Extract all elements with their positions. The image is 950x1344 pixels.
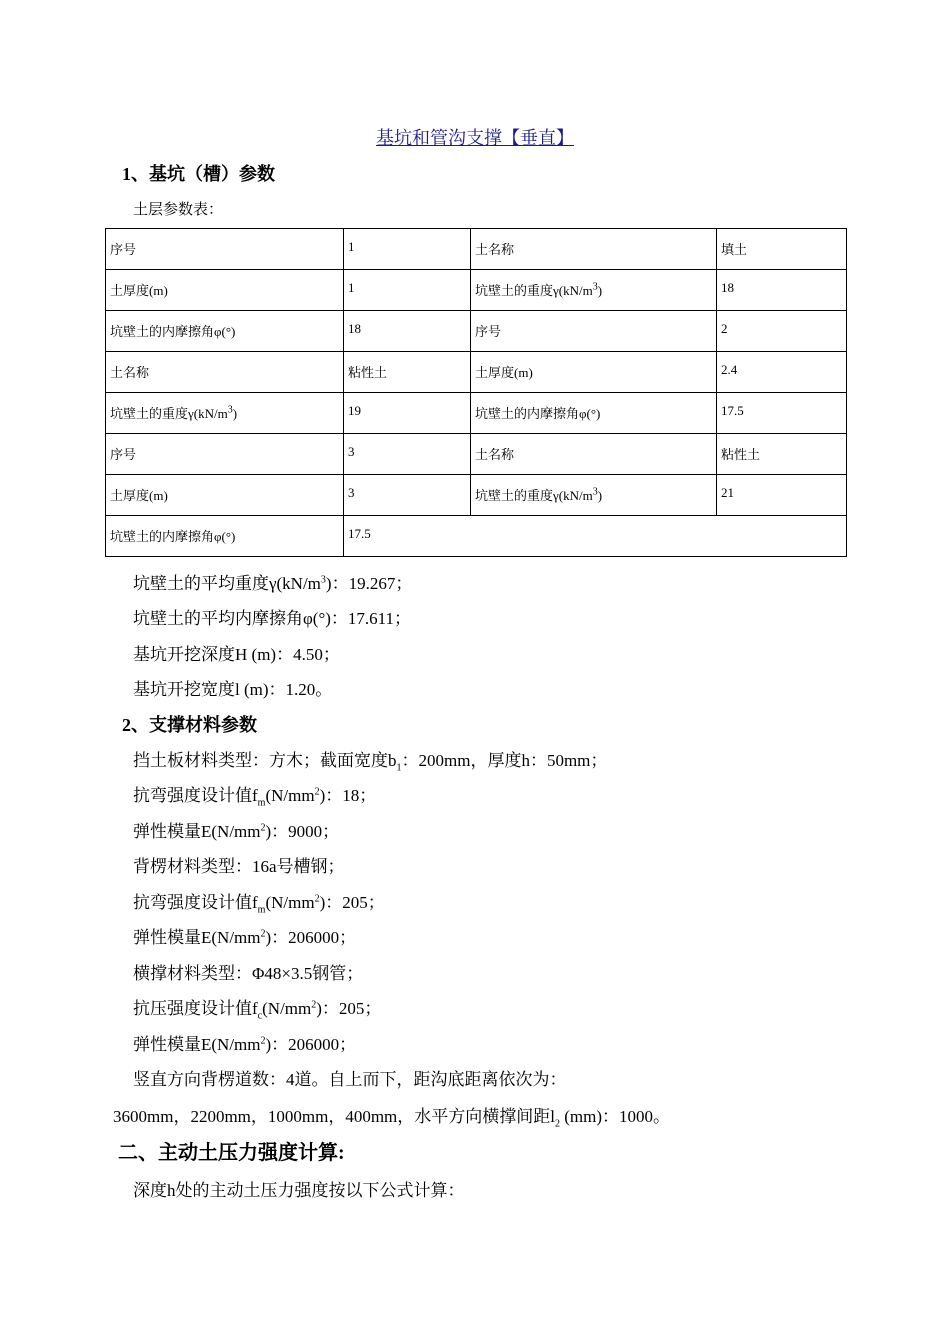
table-cell: 坑壁土的重度$\gamma(kN/m^3)$	[471, 475, 717, 516]
table-cell: 1	[344, 229, 471, 270]
table-cell: 19	[344, 393, 471, 434]
table-cell: 17.5	[344, 516, 847, 557]
waler-elastic-modulus: 弹性模量$E(N/mm^2)$：206000；	[133, 928, 357, 947]
table-cell: 土名称	[106, 352, 344, 393]
table-cell: 2	[717, 311, 847, 352]
section-2-heading: 2、支撑材料参数	[122, 715, 257, 735]
table-cell: 坑壁土的重度$\gamma(kN/m^3)$	[106, 393, 344, 434]
table-cell: 3	[344, 434, 471, 475]
excavation-depth: 基坑开挖深度H (m)：4.50；	[133, 645, 340, 664]
table-cell: 21	[717, 475, 847, 516]
table-row	[106, 229, 847, 270]
table-cell: 土厚度(m)	[106, 475, 344, 516]
page-title: 基坑和管沟支撑【垂直】	[376, 128, 574, 148]
excavation-width: 基坑开挖宽度l (m)：1.20。	[133, 680, 333, 699]
table-cell: 坑壁土的重度$\gamma(kN/m^3)$	[471, 270, 717, 311]
board-bending-strength: 抗弯强度设计值$f_m(N/mm^2)$：18；	[133, 786, 377, 809]
section-1-heading: 1、基坑（槽）参数	[122, 164, 275, 184]
board-material: 挡土板材料类型：方木；截面宽度$b_1$：200mm，厚度h：50mm；	[133, 751, 608, 774]
board-elastic-modulus: 弹性模量$E(N/mm^2)$：9000；	[133, 822, 340, 841]
table-row	[106, 352, 847, 393]
waler-rows: 竖直方向背楞道数：4道。自上而下，距沟底距离依次为：	[133, 1070, 567, 1089]
table-cell: 填土	[717, 229, 847, 270]
table-cell: 2.4	[717, 352, 847, 393]
soil-parameter-table	[105, 228, 847, 557]
section-3-heading: 二、主动土压力强度计算:	[118, 1142, 345, 1164]
table-row	[106, 393, 847, 434]
table-cell: 粘性土	[717, 434, 847, 475]
strut-elastic-modulus: 弹性模量$E(N/mm^2)$：206000；	[133, 1035, 357, 1054]
waler-bending-strength: 抗弯强度设计值$f_m(N/mm^2)$：205；	[133, 893, 385, 916]
table-cell: 坑壁土的内摩擦角φ(°)	[106, 311, 344, 352]
waler-material: 背楞材料类型：16a号槽钢；	[133, 857, 345, 876]
table-cell: 粘性土	[344, 352, 471, 393]
strut-material: 横撑材料类型：Φ48×3.5钢管；	[133, 964, 364, 983]
table-cell: 18	[344, 311, 471, 352]
table-row	[106, 434, 847, 475]
table-cell: 1	[344, 270, 471, 311]
table-row	[106, 475, 847, 516]
table-cell: 3	[344, 475, 471, 516]
formula-intro: 深度h处的主动土压力强度按以下公式计算：	[133, 1181, 465, 1200]
table-row	[106, 270, 847, 311]
table-cell: 序号	[471, 311, 717, 352]
table-cell: 土名称	[471, 229, 717, 270]
table-cell: 17.5	[717, 393, 847, 434]
strut-compressive-strength: 抗压强度设计值$f_c(N/mm^2)$：205；	[133, 999, 382, 1022]
table-caption: 土层参数表：	[133, 202, 224, 218]
avg-unit-weight: 坑壁土的平均重度$\gamma(kN/m^3)$：19.267；	[133, 574, 413, 593]
table-cell: 坑壁土的内摩擦角φ(°)	[106, 516, 344, 557]
table-cell: 土名称	[471, 434, 717, 475]
table-cell: 18	[717, 270, 847, 311]
table-row	[106, 311, 847, 352]
table-cell: 坑壁土的内摩擦角φ(°)	[471, 393, 717, 434]
table-cell: 土厚度(m)	[471, 352, 717, 393]
avg-friction: 坑壁土的平均内摩擦角φ(°)：17.611；	[133, 609, 412, 628]
table-cell: 土厚度(m)	[106, 270, 344, 311]
table-row	[106, 516, 847, 557]
waler-distances: 3600mm，2200mm，1000mm，400mm，水平方向横撑间距$l_2$ (mm)：1000。	[113, 1107, 671, 1130]
table-cell: 序号	[106, 229, 344, 270]
table-cell: 序号	[106, 434, 344, 475]
